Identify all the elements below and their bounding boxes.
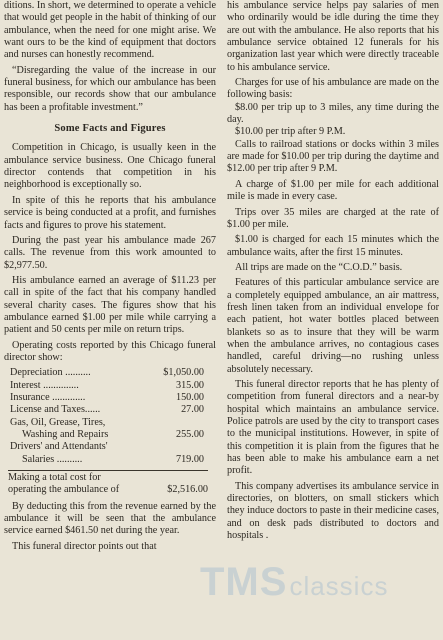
- cost-row: [10, 380, 204, 392]
- cost-amount: [147, 441, 204, 453]
- cost-row: [10, 429, 204, 441]
- paragraph-calls: During the past year his ambulance made 267 calls. The revenue from this work amounted to $2,977.50.: [4, 234, 216, 271]
- right-column: [227, 0, 439, 542]
- paragraph-features: Features of this particular ambulance service are a completely equipped ambulance, an air mattress, fresh linen taken from an individual envelope for each patient, hot water bottles placed between blankets so as to insure that they will be warm when the ambulance arrives, no contagious cases handled, careful driving—no rushing unless absolutely necessary.: [227, 277, 439, 375]
- paragraph-salaries: his ambulance service helps pay salaries of men who ordinarily would be idle during the time they are out with the ambulance. He also reports that his ambulance service obtained 12 funerals for his organization last year which were directly traceable to his ambulance service.: [227, 0, 439, 73]
- cost-label: Insurance .............: [10, 391, 86, 403]
- paragraph-railroad: Calls to railroad stations or docks within 3 miles are made for $10.00 per trip during the daytime and $12.00 per trip after 9 P.M.: [227, 138, 439, 175]
- section-heading: Some Facts and Figures: [54, 123, 166, 135]
- cost-amount: 255.00: [175, 429, 204, 440]
- paragraph-trips-35: Trips over 35 miles are charged at the rate of $1.00 per mile.: [227, 206, 439, 230]
- paragraph-average: His ambulance earned an average of $11.23 per call in spite of the fact that his company handled several charity cases. The figures show that his ambulance earned $1.00 per mile while carrying a patient and 50 cents per mile on return trips.: [4, 274, 216, 336]
- cost-row: [10, 367, 204, 379]
- paragraph-advertises: This company advertises its ambulance service in directories, on blotters, on small stickers which they induce doctors to paste in their medicine cases, and on desk pads distributed to doctors and hospitals .: [227, 480, 439, 542]
- cost-label: Gas, Oil, Grease, Tires,: [10, 416, 106, 428]
- cost-row: [10, 454, 204, 466]
- paragraph-cod: All trips are made on the “C.O.D.” basis.: [235, 261, 403, 273]
- cost-row: [10, 404, 204, 416]
- watermark-logo: [200, 560, 388, 605]
- paragraph-deducting: By deducting this from the revenue earned by the ambulance it will be seen that the ambulance service earned $461.50 net during the year.: [4, 500, 216, 537]
- watermark-main: TMS: [200, 560, 288, 604]
- cost-label: Interest ..............: [10, 379, 79, 391]
- paragraph-wait: $1.00 is charged for each 15 minutes which the ambulance waits, after the first 15 minutes.: [227, 234, 439, 258]
- paragraph-operating: Operating costs reported by this Chicago funeral director show:: [4, 339, 216, 363]
- cost-label: Washing and Repairs: [22, 429, 109, 440]
- cost-label: Salaries ..........: [22, 453, 83, 465]
- cost-label: Depreciation ..........: [10, 367, 91, 379]
- cost-amount: 150.00: [175, 391, 204, 403]
- total-cost-box: [8, 470, 208, 497]
- watermark-sub: classics: [289, 571, 389, 601]
- cost-row: [10, 417, 204, 429]
- cost-amount: 719.00: [175, 453, 204, 465]
- cost-row: [10, 392, 204, 404]
- cost-row: [10, 441, 204, 453]
- paragraph-competition: Competition in Chicago, is usually keen in the ambulance service business. One Chicago funeral director contends that competition in his neighborhood is exceptionally so.: [4, 142, 216, 191]
- paragraph-spite: In spite of this he reports that his ambulance service is being conducted at a profit, and furnishes facts and figures to prove his statement.: [4, 194, 216, 231]
- total-cost-label: Making a total cost for operating the ambulance of: [8, 472, 120, 496]
- cost-amount: 27.00: [181, 404, 204, 416]
- cost-amount: $1,050.00: [163, 367, 204, 379]
- paragraph-charges: Charges for use of his ambulance are made on the following basis:: [227, 77, 439, 101]
- paragraph-rate-day: $8.00 per trip up to 3 miles, any time during the day.: [227, 101, 439, 126]
- paragraph-points: This funeral director points out that: [12, 540, 157, 552]
- paragraph-intro: ditions. In short, we determined to operate a vehicle that would get people in the habit of thinking of our ambulance, when the need for one might arise. We want ours to be the kind of equipment that doctors and nurses can honestly recommend.: [4, 0, 216, 61]
- total-cost-amount: $2,516.00: [167, 484, 208, 496]
- paragraph-quote: “Disregarding the value of the increase in our funeral business, for which our ambulance has been responsible, our records show that our ambulance has been a profitable investment.”: [4, 64, 216, 113]
- left-column: [4, 0, 216, 553]
- paragraph-rate-night: $10.00 per trip after 9 P.M.: [235, 126, 346, 138]
- cost-table: [10, 367, 204, 466]
- paragraph-reports: This funeral director reports that he has plenty of competition from funeral directors and a near-by hospital which maintains an ambulance service. Police patrols are used by the city to transport cases to the municipal institutions. However, in spite of this competition it is plain from the figures that he has been able to make his ambulance earn a net profit.: [227, 378, 439, 477]
- cost-label: Drivers' and Attendants': [10, 441, 108, 453]
- cost-amount: [147, 417, 204, 429]
- paragraph-mile: A charge of $1.00 per mile for each additional mile is made in every case.: [227, 178, 439, 203]
- cost-amount: 315.00: [175, 379, 204, 391]
- cost-label: License and Taxes......: [10, 404, 101, 416]
